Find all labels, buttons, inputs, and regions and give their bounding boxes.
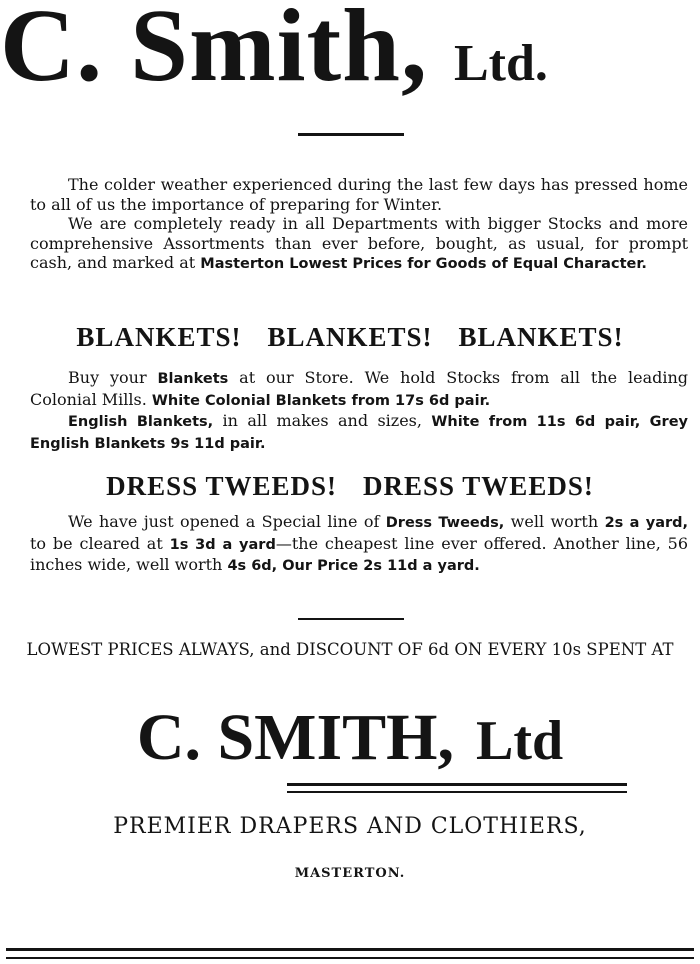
- blankets-bold-4: White from 11s 6d pair, Grey English Blankets 9s 11d pair.: [30, 414, 688, 452]
- tweeds-bold-2: 2s a yard,: [604, 515, 689, 531]
- footer-name-suffix: Ltd: [476, 710, 564, 772]
- tweeds-paragraph: [30, 512, 688, 577]
- blankets-heading-1: BLANKETS!: [76, 322, 242, 352]
- intro-text-2: We are completely ready in all Departments with bigger Stocks and more comprehensive Assortments than ever before, bought, as usual, for prompt cash, and marked at: [30, 214, 688, 272]
- footer-name: [0, 700, 700, 776]
- intro-paragraph: [30, 175, 688, 275]
- blankets-paragraph: [30, 368, 688, 454]
- lowest-prices-line: [0, 640, 700, 659]
- blankets-bold-1: Blankets: [157, 371, 229, 387]
- tweeds-text-4: —the cheapest line ever offered. Another line, 56 inches wide, well worth: [30, 533, 688, 574]
- footer-rule-thick: [287, 783, 627, 786]
- blankets-text-2: at our Store. We hold Stocks from all the leading Colonial Mills.: [30, 368, 689, 409]
- tagline-text: PREMIER DRAPERS AND CLOTHIERS,: [113, 814, 587, 839]
- section-divider: [298, 618, 404, 620]
- town-text: MASTERTON.: [294, 866, 406, 881]
- lowest-prices-text: LOWEST PRICES ALWAYS, and DISCOUNT OF 6d ON EVERY 10s SPENT AT: [26, 640, 674, 659]
- blankets-heading-2: BLANKETS!: [267, 322, 433, 352]
- intro-prices-bold: Masterton Lowest Prices for Goods of Equal Character.: [200, 256, 647, 272]
- masthead-divider: [298, 133, 404, 136]
- blankets-bold-2: White Colonial Blankets from 17s 6d pair.: [151, 392, 491, 409]
- tweeds-bold-1: Dress Tweeds,: [385, 515, 505, 531]
- blankets-heading: [0, 322, 700, 353]
- masthead-suffix: Ltd.: [453, 35, 548, 92]
- tweeds-text-2: well worth: [510, 512, 599, 531]
- bottom-rule-thick: [6, 948, 694, 951]
- tweeds-heading: [0, 471, 700, 502]
- tweeds-heading-1: DRESS TWEEDS!: [106, 471, 337, 501]
- blankets-text-1: Buy your: [68, 368, 147, 387]
- footer-name-text: C. SMITH,: [136, 701, 455, 774]
- tagline: [0, 814, 700, 839]
- tweeds-bold-3: 1s 3d a yard: [169, 536, 276, 553]
- masthead: [0, 0, 700, 105]
- blankets-text-3: in all makes and sizes,: [222, 411, 422, 430]
- intro-text-1: The colder weather experienced during the last few days has pressed home to all of us the importance of preparing for Winter.: [30, 175, 688, 214]
- tweeds-text-3: to be cleared at: [30, 533, 163, 553]
- tweeds-heading-2: DRESS TWEEDS!: [363, 471, 594, 501]
- blankets-heading-3: BLANKETS!: [458, 322, 624, 352]
- bottom-rule-thin: [6, 957, 694, 959]
- blankets-bold-3: English Blankets,: [68, 414, 214, 430]
- tweeds-bold-4: 4s 6d, Our Price 2s 11d a yard.: [227, 558, 480, 574]
- tweeds-text-1: We have just opened a Special line of: [68, 512, 380, 531]
- masthead-name: C. Smith,: [0, 0, 428, 103]
- footer-rule-thin: [287, 791, 627, 793]
- town: [0, 866, 700, 881]
